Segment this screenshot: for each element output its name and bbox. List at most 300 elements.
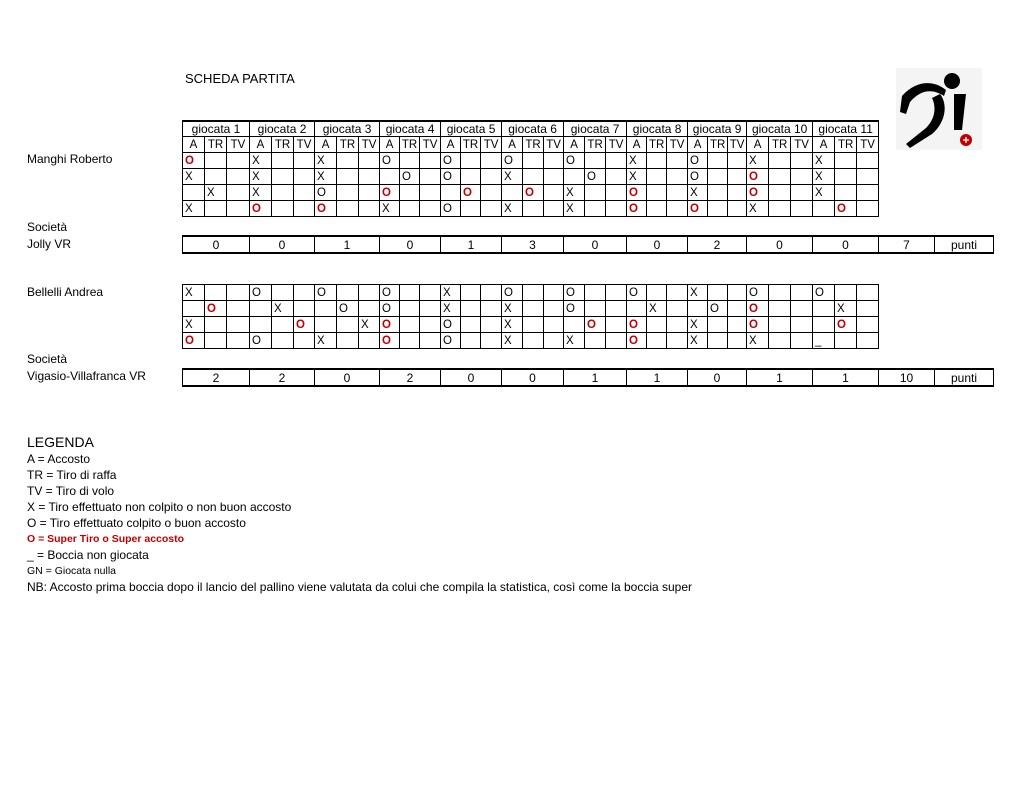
mark-cell: O [502,285,523,301]
mark-cell: O [380,153,400,169]
mark-cell [205,317,227,333]
mark-cell [606,301,627,317]
mark-cell [315,317,337,333]
mark-cell: X [688,333,708,349]
mark-cell: O [337,301,359,317]
mark-cell [523,169,544,185]
mark-cell: X [250,185,272,201]
player-name: Manghi Roberto [27,152,113,166]
mark-cell: O [441,317,461,333]
mark-cell [250,301,272,317]
mark-cell: O [441,169,461,185]
mark-cell: X [747,153,769,169]
society-label: Società [27,220,68,234]
points-label: punti [935,369,994,386]
column-header: A [441,137,461,153]
mark-cell [359,301,380,317]
mark-cell [647,185,667,201]
mark-cell [420,153,441,169]
column-header: A [502,137,523,153]
column-header: TV [359,137,380,153]
play-grid-header [182,120,876,153]
giocata-header: giocata 1 [183,121,250,137]
mark-cell [606,285,627,301]
mark-cell [857,285,879,301]
mark-cell [523,301,544,317]
mark-cell [791,185,813,201]
column-header: TV [606,137,627,153]
mark-cell [400,301,420,317]
mark-cell [667,301,688,317]
mark-cell: O [747,317,769,333]
mark-cell [791,169,813,185]
mark-cell [857,169,879,185]
giocata-header: giocata 5 [441,121,502,137]
mark-cell [791,317,813,333]
column-header: TR [585,137,606,153]
mark-cell [857,333,879,349]
mark-cell [769,153,791,169]
player-name: Bellelli Andrea [27,285,104,299]
mark-cell [667,185,688,201]
column-header: TR [272,137,294,153]
mark-cell [227,285,250,301]
mark-cell [481,153,502,169]
mark-cell [227,301,250,317]
mark-cell [272,317,294,333]
mark-cell [813,317,835,333]
mark-cell [380,169,400,185]
mark-cell [183,185,205,201]
mark-cell [708,169,728,185]
score-row-player-1 [182,235,994,254]
mark-cell [835,169,857,185]
mark-cell: X [627,153,647,169]
mark-cell: O [585,317,606,333]
mark-cell [791,285,813,301]
mark-cell [272,201,294,217]
mark-cell [481,185,502,201]
mark-cell [606,333,627,349]
score-cell: 0 [315,369,380,386]
mark-cell: O [441,333,461,349]
mark-cell [461,169,481,185]
points-label: punti [935,236,994,253]
mark-cell [647,333,667,349]
mark-cell: X [183,201,205,217]
mark-cell [835,333,857,349]
mark-cell [359,185,380,201]
mark-cell [728,153,747,169]
mark-cell [400,185,420,201]
column-header: TR [400,137,420,153]
mark-cell: O [747,285,769,301]
mark-cell [205,333,227,349]
mark-cell [791,201,813,217]
mark-cell: O [627,185,647,201]
mark-cell [769,317,791,333]
giocata-header: giocata 4 [380,121,441,137]
mark-cell [544,153,564,169]
mark-cell [728,201,747,217]
legend [27,451,692,595]
page-title: SCHEDA PARTITA [185,71,295,86]
mark-cell: X [183,169,205,185]
boccia-row [183,301,879,317]
column-header: TR [647,137,667,153]
mark-cell: O [400,169,420,185]
mark-cell: X [813,153,835,169]
mark-cell: O [688,169,708,185]
mark-cell [294,185,315,201]
legend-item: X = Tiro effettuato non colpito o non buon accosto [27,500,292,514]
mark-cell [337,317,359,333]
mark-cell: X [564,185,585,201]
mark-cell [627,301,647,317]
mark-cell: O [250,201,272,217]
boccia-row [183,317,879,333]
mark-cell [315,301,337,317]
mark-cell [667,153,688,169]
mark-cell: X [688,317,708,333]
mark-cell: O [747,185,769,201]
mark-cell: O [835,317,857,333]
score-cell: 1 [441,236,502,253]
mark-cell: O [627,317,647,333]
mark-cell [359,285,380,301]
mark-cell: O [708,301,728,317]
mark-cell: O [315,185,337,201]
mark-cell [708,333,728,349]
mark-cell [857,185,879,201]
column-header: A [564,137,585,153]
mark-cell [420,185,441,201]
mark-cell: X [250,169,272,185]
mark-cell [728,285,747,301]
mark-cell [205,201,227,217]
mark-cell [544,185,564,201]
mark-cell [647,285,667,301]
column-header: A [250,137,272,153]
mark-cell: O [627,201,647,217]
mark-cell [544,333,564,349]
mark-cell [294,153,315,169]
legend-item: GN = Giocata nulla [27,565,117,577]
mark-cell [769,301,791,317]
mark-cell [857,201,879,217]
mark-cell: O [183,333,205,349]
mark-cell [647,317,667,333]
play-grid-player-2 [182,284,876,349]
score-cell: 0 [441,369,502,386]
mark-cell [227,153,250,169]
column-header: TR [769,137,791,153]
mark-cell [502,185,523,201]
mark-cell [420,317,441,333]
mark-cell [708,317,728,333]
mark-cell [857,153,879,169]
mark-cell [606,153,627,169]
mark-cell: O [205,301,227,317]
column-header: TV [667,137,688,153]
column-header: TR [835,137,857,153]
mark-cell [227,185,250,201]
mark-cell [337,285,359,301]
mark-cell [400,333,420,349]
mark-cell [481,301,502,317]
mark-cell [400,285,420,301]
mark-cell [769,185,791,201]
mark-cell: O [585,169,606,185]
mark-cell: X [183,317,205,333]
score-cell: 0 [502,369,564,386]
mark-cell [461,333,481,349]
mark-cell [728,317,747,333]
mark-cell [728,185,747,201]
mark-cell [585,153,606,169]
score-cell: 1 [747,369,813,386]
mark-cell [481,285,502,301]
mark-cell [183,301,205,317]
mark-cell [606,185,627,201]
score-cell: 3 [502,236,564,253]
mark-cell [667,317,688,333]
boccia-row [183,169,879,185]
mark-cell [481,317,502,333]
mark-cell: O [627,333,647,349]
mark-cell [420,301,441,317]
mark-cell [461,153,481,169]
legend-item: A = Accosto [27,452,91,466]
mark-cell: X [502,301,523,317]
mark-cell: O [380,317,400,333]
mark-cell [294,301,315,317]
column-header: TV [857,137,879,153]
giocata-header: giocata 7 [564,121,627,137]
mark-cell [708,153,728,169]
mark-cell: X [813,185,835,201]
mark-cell [667,333,688,349]
bocce-player-logo [896,68,982,150]
mark-cell: X [250,153,272,169]
column-header: TR [337,137,359,153]
mark-cell: X [502,169,523,185]
mark-cell: O [294,317,315,333]
mark-cell: X [502,201,523,217]
mark-cell: O [747,169,769,185]
mark-cell: X [564,201,585,217]
mark-cell: X [502,333,523,349]
giocata-header: giocata 3 [315,121,380,137]
mark-cell [227,169,250,185]
legend-item: _ = Boccia non giocata [27,548,149,562]
mark-cell [791,153,813,169]
mark-cell [769,285,791,301]
score-cell: 0 [813,236,879,253]
column-header: TV [420,137,441,153]
column-header: TV [791,137,813,153]
mark-cell: O [813,285,835,301]
mark-cell [791,301,813,317]
mark-cell [294,333,315,349]
mark-cell: O [688,153,708,169]
mark-cell [272,333,294,349]
score-cell: 1 [564,369,627,386]
column-header: A [183,137,205,153]
mark-cell [523,317,544,333]
boccia-row [183,285,879,301]
mark-cell [667,201,688,217]
mark-cell [857,301,879,317]
mark-cell: O [315,285,337,301]
mark-cell: X [813,169,835,185]
mark-cell [272,153,294,169]
column-header: TV [294,137,315,153]
mark-cell: O [380,301,400,317]
mark-cell [647,201,667,217]
score-row-player-2 [182,368,994,387]
legend-item: TR = Tiro di raffa [27,468,117,482]
score-cell: 0 [380,236,441,253]
giocata-header: giocata 10 [747,121,813,137]
score-cell: 0 [250,236,315,253]
mark-cell: O [380,185,400,201]
score-cell: 0 [627,236,688,253]
mark-cell [400,201,420,217]
mark-cell [400,317,420,333]
mark-cell [461,301,481,317]
mark-cell: X [315,153,337,169]
mark-cell [728,333,747,349]
column-header: TR [708,137,728,153]
mark-cell: O [502,153,523,169]
mark-cell: X [688,285,708,301]
mark-cell: O [564,301,585,317]
society-name: Vigasio-Villafranca VR [27,369,146,383]
giocata-header: giocata 6 [502,121,564,137]
mark-cell [205,153,227,169]
mark-cell: X [272,301,294,317]
giocata-header: giocata 9 [688,121,747,137]
mark-cell [667,285,688,301]
mark-cell: X [315,333,337,349]
mark-cell [544,169,564,185]
mark-cell [667,169,688,185]
mark-cell [728,169,747,185]
mark-cell: O [564,153,585,169]
mark-cell: X [441,301,461,317]
mark-cell [585,185,606,201]
column-header: A [380,137,400,153]
mark-cell [227,317,250,333]
score-cell: 0 [183,236,250,253]
mark-cell [294,285,315,301]
mark-cell [835,153,857,169]
mark-cell [564,317,585,333]
mark-cell [585,201,606,217]
mark-cell: O [183,153,205,169]
mark-cell [835,185,857,201]
mark-cell: X [502,317,523,333]
mark-cell: X [627,169,647,185]
mark-cell: X [647,301,667,317]
score-cell: 0 [747,236,813,253]
mark-cell: X [359,317,380,333]
mark-cell: O [688,201,708,217]
mark-cell [728,301,747,317]
column-header: TR [523,137,544,153]
mark-cell: X [183,285,205,301]
mark-cell [420,201,441,217]
mark-cell [647,153,667,169]
mark-cell [544,285,564,301]
mark-cell [585,301,606,317]
mark-cell [359,333,380,349]
mark-cell: X [835,301,857,317]
society-name: Jolly VR [27,237,72,251]
boccia-row [183,333,879,349]
mark-cell [294,201,315,217]
mark-cell [544,201,564,217]
mark-cell [769,169,791,185]
play-grid-player-1 [182,152,876,217]
column-header: TR [205,137,227,153]
score-cell: 2 [380,369,441,386]
mark-cell [708,185,728,201]
mark-cell: O [250,285,272,301]
mark-cell [420,333,441,349]
mark-cell [544,301,564,317]
column-header: A [315,137,337,153]
mark-cell: O [523,185,544,201]
society-label: Società [27,352,68,366]
mark-cell [441,185,461,201]
mark-cell: X [688,185,708,201]
mark-cell [205,285,227,301]
mark-cell [835,285,857,301]
mark-cell [708,285,728,301]
boccia-row [183,153,879,169]
mark-cell [544,317,564,333]
total-score: 10 [879,369,935,386]
mark-cell [294,169,315,185]
mark-cell [585,333,606,349]
mark-cell [461,201,481,217]
legend-title: LEGENDA [27,434,94,450]
mark-cell [272,185,294,201]
mark-cell [337,153,359,169]
legend-note: NB: Accosto prima boccia dopo il lancio del pallino viene valutata da colui che compila la statistica, così come la boccia super [27,580,693,594]
mark-cell [481,169,502,185]
column-header: TV [481,137,502,153]
giocata-header: giocata 2 [250,121,315,137]
column-header: A [688,137,708,153]
mark-cell [359,153,380,169]
mark-cell [272,285,294,301]
mark-cell [769,333,791,349]
mark-cell [400,153,420,169]
mark-cell [337,169,359,185]
legend-item: O = Tiro effettuato colpito o buon accosto [27,516,246,530]
mark-cell: O [835,201,857,217]
mark-cell [337,333,359,349]
mark-cell [564,169,585,185]
mark-cell: O [250,333,272,349]
mark-cell: X [441,285,461,301]
mark-cell [791,333,813,349]
score-cell: 1 [315,236,380,253]
mark-cell [688,301,708,317]
